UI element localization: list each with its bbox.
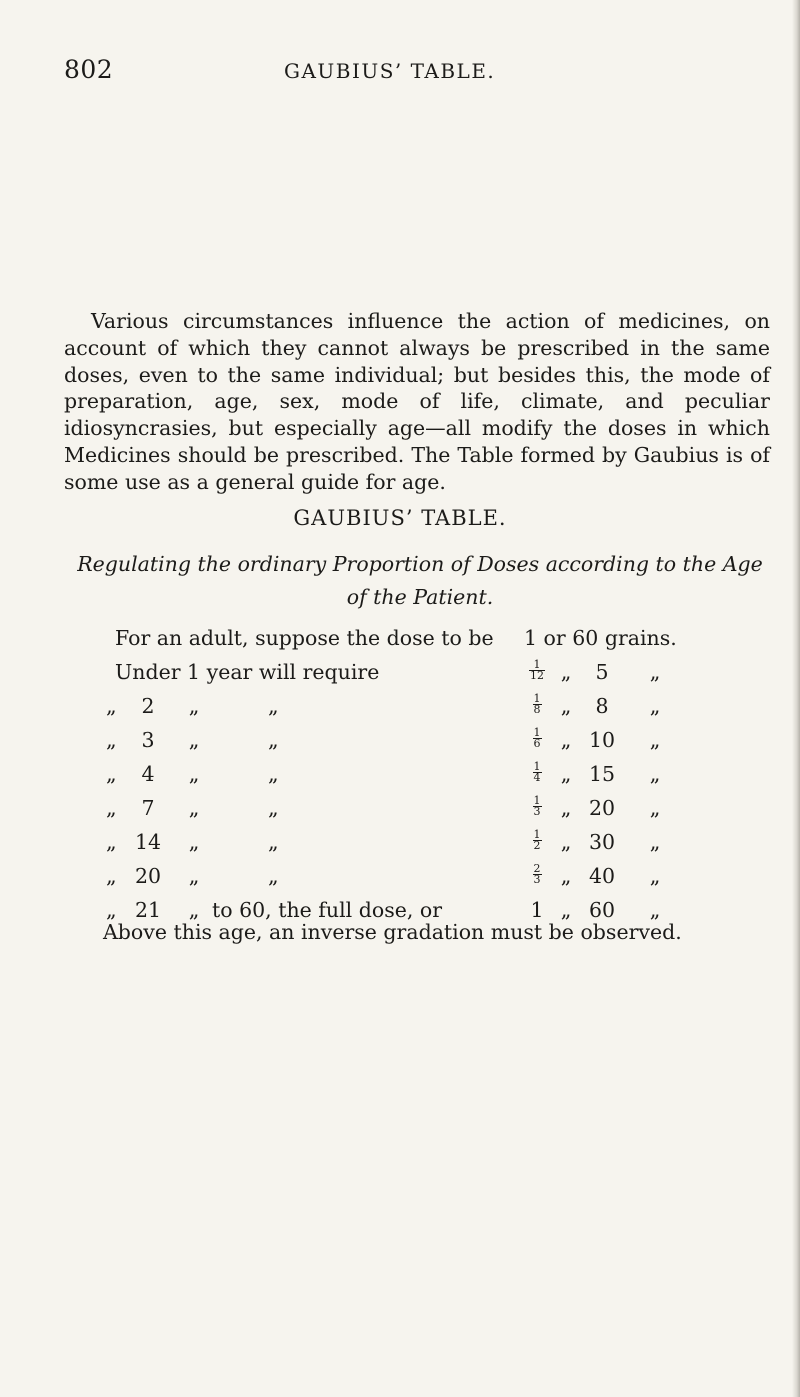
fraction-denominator: 2 bbox=[533, 839, 541, 852]
age-label: Under 1 year will require bbox=[115, 660, 380, 684]
ditto-mark: „ bbox=[106, 898, 117, 922]
ditto-mark: „ bbox=[649, 830, 661, 854]
age-value: 21 bbox=[134, 898, 162, 922]
table-subtitle: Regulating the ordinary Proportion of Doses according to the Age of the Patient. bbox=[77, 552, 763, 609]
table-header-right: 1 or 60 grains. bbox=[524, 626, 677, 650]
ditto-mark: „ bbox=[188, 864, 200, 888]
age-value: 20 bbox=[134, 864, 162, 888]
running-title: GAUBIUS’ TABLE. bbox=[284, 59, 496, 83]
age-value: 2 bbox=[141, 694, 155, 718]
grains-value: 15 bbox=[588, 762, 616, 786]
fraction-numerator: 1 bbox=[533, 692, 541, 705]
ditto-mark: „ bbox=[649, 796, 661, 820]
grains-value: 60 bbox=[588, 898, 616, 922]
ditto-mark: „ bbox=[268, 796, 279, 820]
ditto-mark: „ bbox=[106, 796, 117, 820]
table-row bbox=[0, 830, 800, 860]
fraction-denominator: 4 bbox=[533, 771, 541, 784]
dose-fraction bbox=[524, 660, 550, 684]
ditto-mark: „ bbox=[649, 694, 661, 718]
fraction-denominator: 3 bbox=[533, 805, 541, 818]
intro-paragraph: Various circumstances influence the action of medicines, on account of which they cannot always be prescribed in the same doses, even to the same individual; but besides this, the mode of preparation, age, sex, mode of life, climate, and peculiar idiosyncrasies, but especially age—all modify the doses in which Medicines should be prescribed. The Table formed by Gaubius is of some use as a general guide for age. bbox=[64, 309, 770, 494]
fraction-denominator: 8 bbox=[533, 703, 541, 716]
grains-value: 20 bbox=[588, 796, 616, 820]
ditto-mark: „ bbox=[560, 898, 572, 922]
dose-fraction bbox=[524, 694, 550, 718]
ditto-mark: „ bbox=[268, 830, 279, 854]
ditto-mark: „ bbox=[649, 660, 661, 684]
table-row bbox=[0, 728, 800, 758]
ditto-mark: „ bbox=[560, 694, 572, 718]
dose-fraction bbox=[524, 864, 550, 888]
ditto-mark: „ bbox=[268, 864, 279, 888]
ditto-mark: „ bbox=[268, 694, 279, 718]
fraction-denominator: 3 bbox=[533, 873, 541, 886]
ditto-mark: „ bbox=[106, 728, 117, 752]
fraction-numerator: 1 bbox=[533, 794, 541, 807]
grains-value: 8 bbox=[595, 694, 609, 718]
ditto-mark: „ bbox=[268, 762, 279, 786]
ditto-mark: „ bbox=[188, 728, 200, 752]
footer-note: Above this age, an inverse gradation must be observed. bbox=[103, 920, 682, 944]
ditto-mark: „ bbox=[188, 898, 200, 922]
table-row bbox=[0, 660, 800, 690]
table-row bbox=[0, 762, 800, 792]
fraction-numerator: 1 bbox=[533, 760, 541, 773]
ditto-mark: „ bbox=[188, 762, 200, 786]
table-row bbox=[0, 796, 800, 826]
dose-fraction bbox=[524, 762, 550, 786]
ditto-mark: „ bbox=[188, 694, 200, 718]
grains-value: 10 bbox=[588, 728, 616, 752]
ditto-mark: „ bbox=[560, 864, 572, 888]
ditto-mark: „ bbox=[649, 762, 661, 786]
ditto-mark: „ bbox=[106, 830, 117, 854]
age-value: 7 bbox=[141, 796, 155, 820]
ditto-mark: „ bbox=[649, 864, 661, 888]
dose-fraction bbox=[524, 830, 550, 854]
fraction-numerator: 2 bbox=[533, 862, 541, 875]
table-title: GAUBIUS’ TABLE. bbox=[293, 506, 507, 530]
age-value: 3 bbox=[141, 728, 155, 752]
ditto-mark: „ bbox=[560, 796, 572, 820]
ditto-mark: „ bbox=[560, 728, 572, 752]
age-value: 14 bbox=[134, 830, 162, 854]
fraction-denominator: 12 bbox=[530, 669, 544, 682]
full-dose-text: to 60, the full dose, or bbox=[212, 898, 443, 922]
ditto-mark: „ bbox=[106, 762, 117, 786]
ditto-mark: „ bbox=[649, 898, 661, 922]
table-row bbox=[0, 694, 800, 724]
fraction-numerator: 1 bbox=[533, 828, 541, 841]
age-value: 4 bbox=[141, 762, 155, 786]
ditto-mark: „ bbox=[649, 728, 661, 752]
dose-fraction bbox=[524, 796, 550, 820]
grains-value: 5 bbox=[595, 660, 609, 684]
table-header-row bbox=[0, 626, 800, 656]
ditto-mark: „ bbox=[106, 694, 117, 718]
dose-whole: 1 bbox=[530, 898, 544, 922]
ditto-mark: „ bbox=[188, 830, 200, 854]
dose-fraction bbox=[524, 728, 550, 752]
ditto-mark: „ bbox=[106, 864, 117, 888]
grains-value: 40 bbox=[588, 864, 616, 888]
ditto-mark: „ bbox=[560, 830, 572, 854]
fraction-numerator: 1 bbox=[533, 726, 541, 739]
table-header-left: For an adult, suppose the dose to be bbox=[115, 626, 494, 650]
table-row bbox=[0, 864, 800, 894]
ditto-mark: „ bbox=[188, 796, 200, 820]
ditto-mark: „ bbox=[560, 762, 572, 786]
grains-value: 30 bbox=[588, 830, 616, 854]
running-head bbox=[64, 55, 584, 89]
ditto-mark: „ bbox=[560, 660, 572, 684]
fraction-numerator: 1 bbox=[529, 660, 545, 671]
fraction-denominator: 6 bbox=[533, 737, 541, 750]
page-number: 802 bbox=[64, 55, 114, 84]
ditto-mark: „ bbox=[268, 728, 279, 752]
